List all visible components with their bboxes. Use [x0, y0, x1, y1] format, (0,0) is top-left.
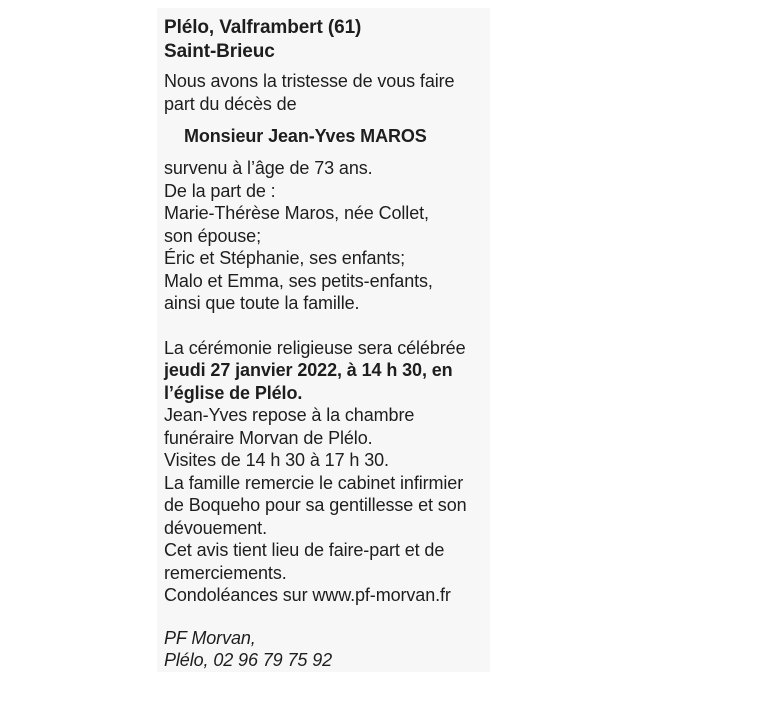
notice-heading [164, 16, 494, 64]
ceremony-details: jeudi 27 janvier 2022, à 14 h 30, en [164, 360, 453, 380]
family-line: ainsi que toute la famille. [164, 293, 360, 313]
info-line: Cet avis tient lieu de faire-part et de [164, 540, 445, 560]
funeral-home-signature [164, 627, 494, 672]
family-line: Malo et Emma, ses petits-enfants, [164, 270, 433, 291]
ceremony-text [164, 337, 494, 405]
intro-text [164, 70, 494, 115]
family-line: son épouse; [164, 225, 261, 246]
family-line: Marie-Thérèse Maros, née Collet, [164, 203, 429, 223]
info-line: de Boqueho pour sa gentillesse et son [164, 495, 467, 515]
info-line: dévouement. [164, 517, 267, 538]
info-text [164, 404, 494, 607]
heading-city: Saint-Brieuc [164, 41, 275, 62]
family-line: De la part de : [164, 180, 276, 201]
ceremony-intro: La cérémonie religieuse sera célébrée [164, 337, 466, 358]
family-line: Éric et Stéphanie, ses enfants; [164, 248, 406, 268]
intro-line: part du décès de [164, 93, 297, 114]
deceased-name: Monsieur Jean-Yves MAROS [184, 126, 427, 146]
condolences-link-text: Condoléances sur www.pf-morvan.fr [164, 585, 451, 605]
heading-location: Plélo, Valframbert (61) [164, 17, 362, 38]
funeral-home-phone: Plélo, 02 96 79 75 92 [164, 650, 333, 670]
ceremony-details: l’église de Plélo. [164, 382, 303, 403]
info-line: funéraire Morvan de Plélo. [164, 427, 373, 448]
info-line: La famille remercie le cabinet infirmier [164, 472, 464, 493]
info-line: Visites de 14 h 30 à 17 h 30. [164, 450, 389, 470]
funeral-home-name: PF Morvan, [164, 627, 256, 648]
info-line: Jean-Yves repose à la chambre [164, 405, 415, 425]
intro-line: Nous avons la tristesse de vous faire [164, 71, 455, 91]
info-line: remerciements. [164, 562, 287, 583]
family-text [164, 157, 494, 315]
family-line: survenu à l’âge de 73 ans. [164, 158, 373, 178]
obituary-notice [164, 16, 494, 672]
